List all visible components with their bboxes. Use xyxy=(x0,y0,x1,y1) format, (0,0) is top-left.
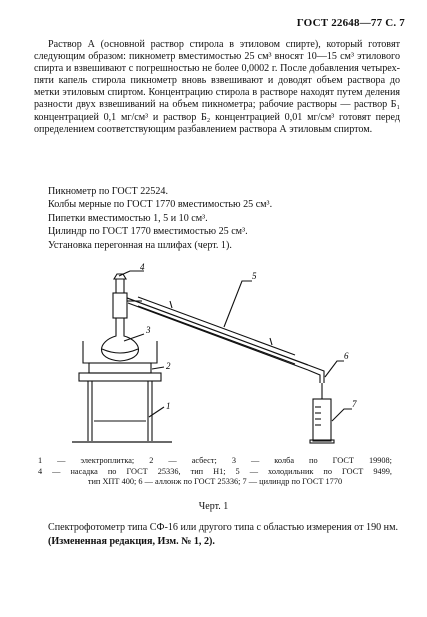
equipment-list xyxy=(34,186,400,253)
bottom-section xyxy=(34,522,400,548)
spectrophotometer-paragraph: Спектрофотометр типа СФ-16 или другого типа с областью измерения от 190 нм. xyxy=(48,522,398,533)
distillation-apparatus-diagram xyxy=(72,262,382,451)
label-7: 7 xyxy=(352,399,357,409)
asbestos-plate xyxy=(89,363,151,373)
caption-line: тип ХПТ 400; 6 — аллонж по ГОСТ 25336; 7 — цилиндр по ГОСТ 1770 xyxy=(87,477,343,486)
list-item: Установка перегонная на шлифах (черт. 1). xyxy=(48,239,232,251)
solution-a-section xyxy=(34,39,400,136)
figure-title: Черт. 1 xyxy=(198,501,229,512)
label-1: 1 xyxy=(166,401,171,411)
solution-a-paragraph: Раствор А (основной раствор стирола в этиловом спирте), который готовят следующим образом: пикнометр вместимостью 25 см³ вносят 10—15 см³ этилового спирта и взвешивают с погрешностью не более 0,0002 г. После добавления четырех-пяти капель стирола пикнометр вновь взвешивают и доводят объем раствора до метки этиловым спиртом. Концентрацию стирола в растворе находят путем деления разности двух взвешиваний на объем пикнометра; рабочие растворы — раствор Б₁ концентрацией 0,1 мг/см³ и раствор Б₂ концентрацией 0,01 мг/см³ готовят перед определением соответствующим разбавлением раствора А этиловым спиртом. xyxy=(34,39,400,135)
label-2: 2 xyxy=(166,361,171,371)
edition-note: (Измененная редакция, Изм. № 1, 2). xyxy=(48,536,215,548)
page-header: ГОСТ 22648—77 С. 7 xyxy=(296,17,405,29)
label-3: 3 xyxy=(146,325,151,335)
caption-line: 1 — электроплитка; 2 — асбест; 3 — колба по ГОСТ 19908; xyxy=(38,456,392,465)
allonge xyxy=(308,365,324,383)
hot-plate-top xyxy=(79,373,161,381)
list-item: Пипетки вместимостью 1, 5 и 10 см³. xyxy=(48,212,208,224)
label-4: 4 xyxy=(140,262,145,272)
list-item: Колбы мерные по ГОСТ 1770 вместимостью 25 см³. xyxy=(48,199,273,211)
graduated-cylinder xyxy=(313,399,331,441)
figure-caption xyxy=(38,456,392,488)
apparatus-drawing xyxy=(72,271,352,443)
still-head xyxy=(113,293,127,318)
flask xyxy=(102,318,139,361)
label-5: 5 xyxy=(252,271,257,281)
caption-line: 4 — насадка по ГОСТ 25336, тип Н1; 5 — холодильник по ГОСТ 9499, xyxy=(38,466,392,476)
list-item: Пикнометр по ГОСТ 22524. xyxy=(48,186,168,197)
condenser xyxy=(127,298,308,365)
label-6: 6 xyxy=(344,351,349,361)
list-item: Цилиндр по ГОСТ 1770 вместимостью 25 см³. xyxy=(48,226,248,238)
